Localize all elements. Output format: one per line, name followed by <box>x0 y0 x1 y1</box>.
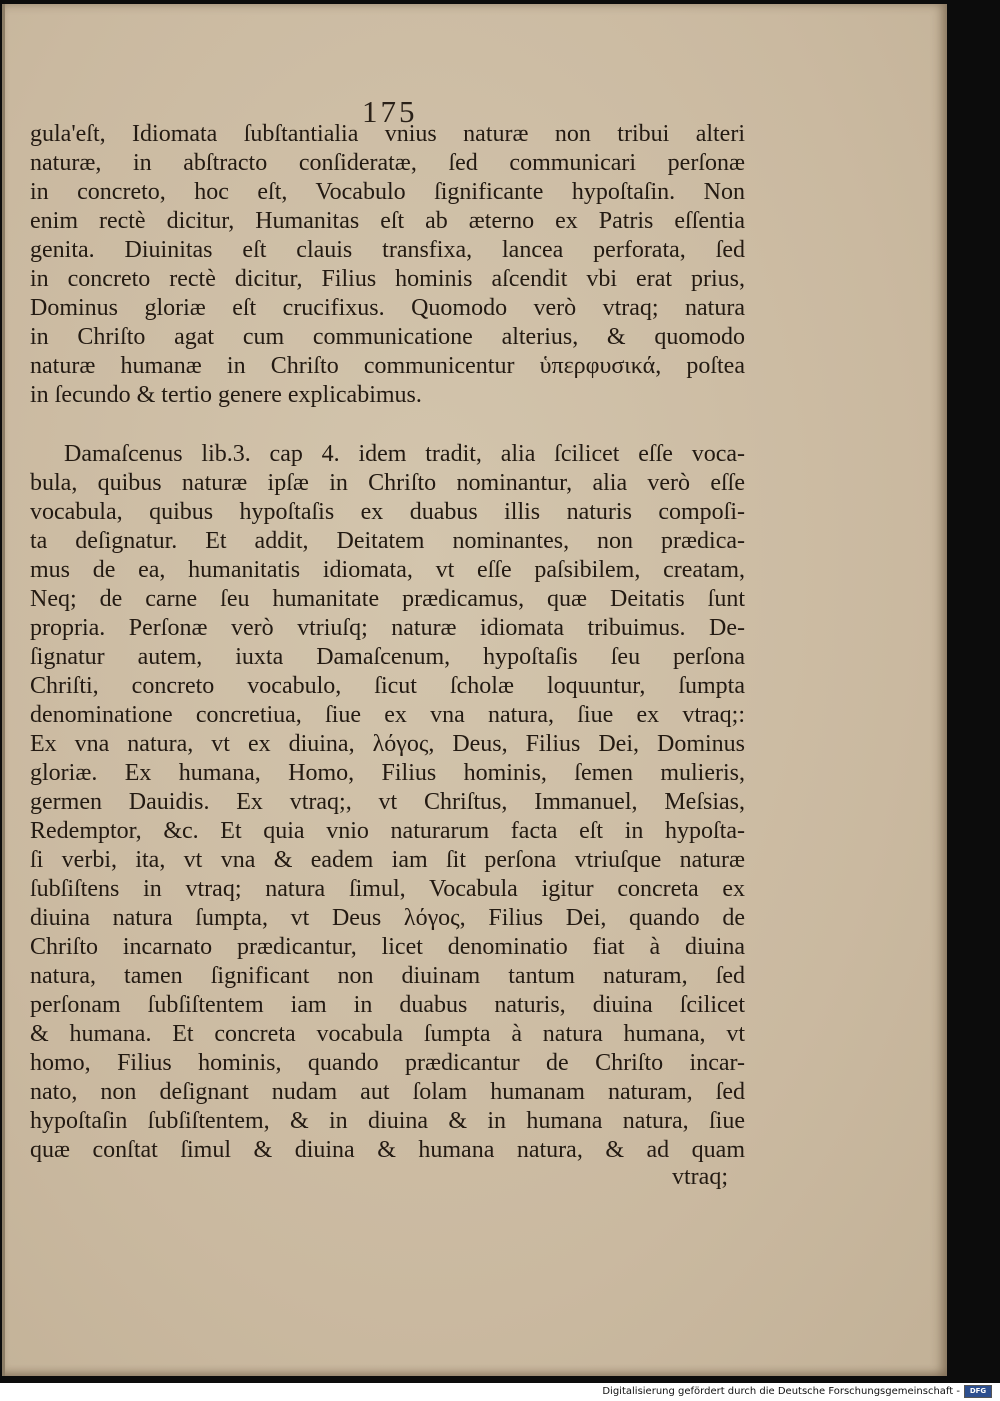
text-line: denominatione concretiua, ſiue ex vna natura, ſiue ex vtraq;: <box>30 702 745 728</box>
text-line: naturæ humanæ in Chriſto communicentur ὑπερφυσικά, poſtea <box>30 353 745 379</box>
text-line: germen Dauidis. Ex vtraq;, vt Chriſtus, Immanuel, Meſsias, <box>30 789 745 815</box>
text-line: ſubſiſtens in vtraq; natura ſimul, Vocabula igitur concreta ex <box>30 876 745 902</box>
text-line: vocabula, quibus hypoſtaſis ex duabus illis naturis compoſi- <box>30 499 745 525</box>
text-line: in ſecundo & tertio genere explicabimus. <box>30 382 422 408</box>
paragraph-1 <box>30 120 745 410</box>
text-line: natura, tamen ſignificant non diuinam tantum naturam, ſed <box>30 963 745 989</box>
text-line: Ex vna natura, vt ex diuina, λόγος, Deus, Filius Dei, Dominus <box>30 731 745 757</box>
text-line: ſi verbi, ita, vt vna & eadem iam ſit perſona vtriuſque naturæ <box>30 847 745 873</box>
text-line: gula'eſt, Idiomata ſubſtantialia vnius naturæ non tribui alteri <box>30 121 745 147</box>
text-line: Chriſto incarnato prædicantur, licet denominatio fiat à diuina <box>30 934 745 960</box>
digitization-credit <box>602 1384 992 1398</box>
text-line: naturæ, in abſtracto conſideratæ, ſed communicari perſonæ <box>30 150 745 176</box>
text-line: Redemptor, &c. Et quia vnio naturarum facta eſt in hypoſta- <box>30 818 745 844</box>
catchword: vtraq; <box>672 1164 728 1190</box>
paragraph-2 <box>30 440 745 1165</box>
page-number: 175 <box>362 94 418 129</box>
text-line: propria. Perſonæ verò vtriuſq; naturæ idiomata tribuimus. De- <box>30 615 745 641</box>
text-line: ta deſignatur. Et addit, Deitatem nominantes, non prædica- <box>30 528 745 554</box>
text-line: mus de ea, humanitatis idiomata, vt eſſe paſsibilem, creatam, <box>30 557 745 583</box>
text-line: enim rectè dicitur, Humanitas eſt ab æterno ex Patris eſſentia <box>30 208 745 234</box>
text-line: Damaſcenus lib.3. cap 4. idem tradit, alia ſcilicet eſſe voca- <box>64 441 745 467</box>
text-line: in Chriſto agat cum communicatione alterius, & quomodo <box>30 324 745 350</box>
text-line: diuina natura ſumpta, vt Deus λόγος, Filius Dei, quando de <box>30 905 745 931</box>
text-line: homo, Filius hominis, quando prædicantur de Chriſto incar- <box>30 1050 745 1076</box>
text-line: in concreto, hoc eſt, Vocabulo ſignificante hypoſtaſin. Non <box>30 179 745 205</box>
text-line: & humana. Et concreta vocabula ſumpta à natura humana, vt <box>30 1021 745 1047</box>
footer-credit-text: Digitalisierung gefördert durch die Deutsche Forschungsgemeinschaft - <box>602 1385 960 1397</box>
text-line: perſonam ſubſiſtentem iam in duabus naturis, diuina ſcilicet <box>30 992 745 1018</box>
text-line: in concreto rectè dicitur, Filius hominis aſcendit vbi erat prius, <box>30 266 745 292</box>
dfg-logo-icon: DFG <box>964 1385 992 1398</box>
text-line: Dominus gloriæ eſt crucifixus. Quomodo verò vtraq; natura <box>30 295 745 321</box>
text-line: hypoſtaſin ſubſiſtentem, & in diuina & in humana natura, ſiue <box>30 1108 745 1134</box>
text-line: quæ conſtat ſimul & diuina & humana natura, & ad quam <box>30 1137 745 1163</box>
page-edge <box>2 4 5 1376</box>
text-line: genita. Diuinitas eſt clauis transfixa, lancea perforata, ſed <box>30 237 745 263</box>
text-line: Neq; de carne ſeu humanitate prædicamus, quæ Deitatis ſunt <box>30 586 745 612</box>
text-line: Chriſti, concreto vocabulo, ſicut ſcholæ loquuntur, ſumpta <box>30 673 745 699</box>
text-line: gloriæ. Ex humana, Homo, Filius hominis, ſemen mulieris, <box>30 760 745 786</box>
text-line: ſignatur autem, iuxta Damaſcenum, hypoſtaſis ſeu perſona <box>30 644 745 670</box>
text-line: bula, quibus naturæ ipſæ in Chriſto nominantur, alia verò eſſe <box>30 470 745 496</box>
text-line: nato, non deſignant nudam aut ſolam humanam naturam, ſed <box>30 1079 745 1105</box>
